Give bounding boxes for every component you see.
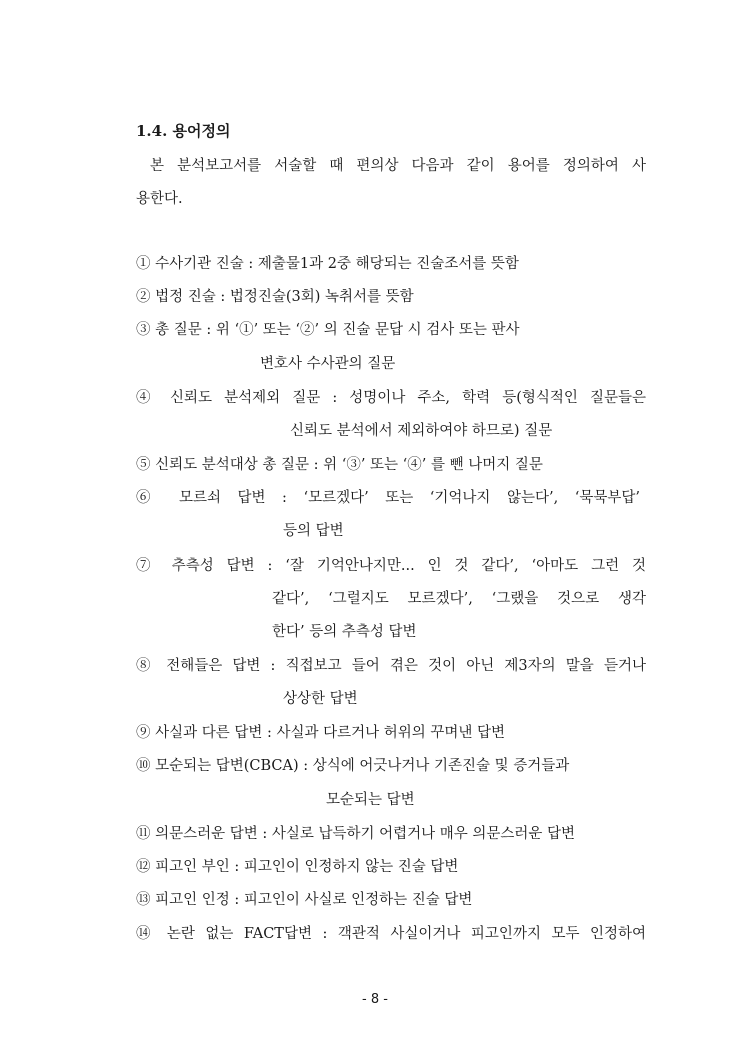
definition-4: ④ 신뢰도 분석제외 질문 : 성명이나 주소, 학력 등(형식적인 질문들은 xyxy=(136,390,646,406)
definition-7: ⑦ 추측성 답변 : ‘잘 기억안나지만... 인 것 같다’, ‘아마도 그런 것 xyxy=(136,558,646,574)
definition-3-continued: 변호사 수사관의 질문 xyxy=(260,356,396,372)
definition-8-continued: 상상한 답변 xyxy=(283,691,358,707)
definition-7-continued-1: 같다’, ‘그럴지도 모르겠다’, ‘그랬을 것으로 생각 xyxy=(272,591,646,607)
definition-10: ⑩ 모순되는 답변(CBCA) : 상식에 어긋나거나 기존진술 및 증거들과 xyxy=(136,758,570,774)
definition-2: ② 법정 진술 : 법정진술(3회) 녹취서를 뜻함 xyxy=(136,289,414,305)
definition-5: ⑤ 신뢰도 분석대상 총 질문 : 위 ‘③’ 또는 ‘④’ 를 뺀 나머지 질문 xyxy=(136,457,543,473)
definition-4-continued: 신뢰도 분석에서 제외하여야 하므로) 질문 xyxy=(290,423,553,439)
intro-paragraph-line-1: 본 분석보고서를 서술할 때 편의상 다음과 같이 용어를 정의하여 사 xyxy=(150,158,646,174)
definition-13: ⑬ 피고인 인정 : 피고인이 사실로 인정하는 진술 답변 xyxy=(136,892,473,908)
definition-9: ⑨ 사실과 다른 답변 : 사실과 다르거나 허위의 꾸며낸 답변 xyxy=(136,725,506,741)
definition-14: ⑭ 논란 없는 FACT답변 : 객관적 사실이거나 피고인까지 모두 인정하여 xyxy=(136,926,646,942)
intro-paragraph-line-2: 용한다. xyxy=(136,191,183,207)
definition-11: ⑪ 의문스러운 답변 : 사실로 납득하기 어렵거나 매우 의문스러운 답변 xyxy=(136,826,576,842)
section-heading: 1.4. 용어정의 xyxy=(136,122,231,140)
definition-6: ⑥ 모르쇠 답변 : ‘모르겠다’ 또는 ‘기억나지 않는다’, ‘묵묵부답’ xyxy=(136,490,640,506)
definition-6-continued: 등의 답변 xyxy=(283,523,344,539)
definition-3: ③ 총 질문 : 위 ‘①’ 또는 ‘②’ 의 진술 문답 시 검사 또는 판사 xyxy=(136,322,520,338)
definition-1: ① 수사기관 진술 : 제출물1과 2중 해당되는 진술조서를 뜻함 xyxy=(136,256,519,272)
definition-7-continued-2: 한다’ 등의 추측성 답변 xyxy=(272,624,417,640)
definition-10-continued: 모순되는 답변 xyxy=(326,792,415,808)
definition-12: ⑫ 피고인 부인 : 피고인이 인정하지 않는 진술 답변 xyxy=(136,859,459,875)
definition-8: ⑧ 전해들은 답변 : 직접보고 들어 겪은 것이 아닌 제3자의 말을 듣거나 xyxy=(136,658,646,674)
page-number: - 8 - xyxy=(362,992,388,1007)
